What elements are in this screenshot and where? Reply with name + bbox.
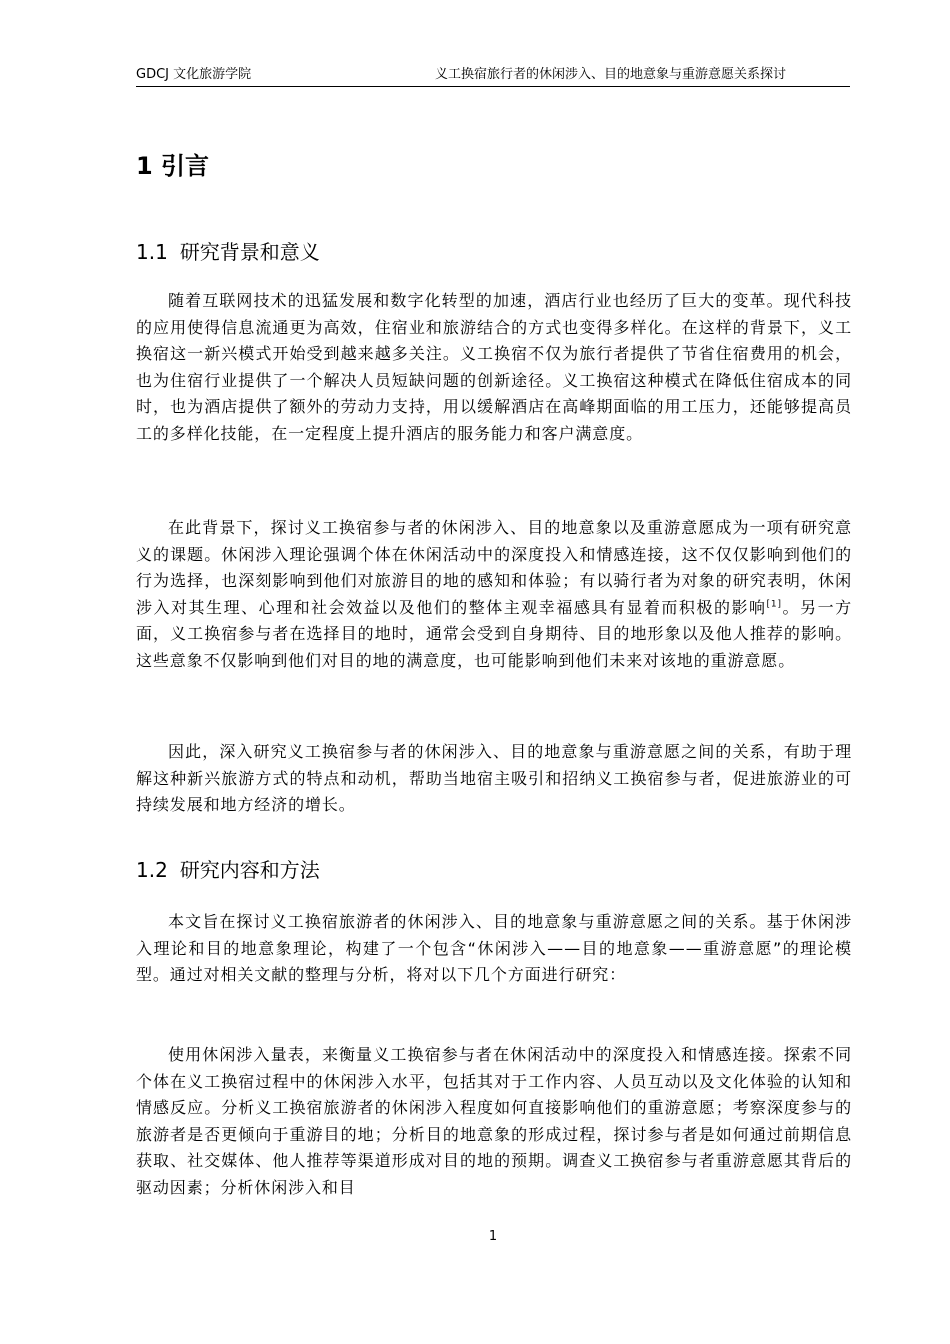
paragraph-text: 在此背景下，探讨义工换宿参与者的休闲涉入、目的地意象以及重游意愿成为一项有研究意义的课题。休闲涉入理论强调个体在休闲活动中的深度投入和情感连接，这不仅仅影响到他们的行为选择，也深刻影响到他们对旅游目的地的感知和体验；有以骑行者为对象的研究表明，休闲涉入对其生理、心理和社会效益以及他们的整体主观幸福感具有显着而积极的影响 bbox=[136, 518, 852, 617]
paragraph-research-aim: 本文旨在探讨义工换宿旅游者的休闲涉入、目的地意象与重游意愿之间的关系。基于休闲涉入理论和目的地意象理论，构建了一个包含“休闲涉入——目的地意象——重游意愿”的理论模型。通过对相关文献的整理与分析，将对以下几个方面进行研究： bbox=[136, 912, 852, 985]
chapter-title: 1 引言 bbox=[136, 152, 210, 180]
header-school-name: GDCJ 文化旅游学院 bbox=[136, 67, 252, 82]
paragraph-text: 。另一方面，义工换宿参与者在选择目的地时，通常会受到自身期待、目的地形象以及他人推荐的影响。这些意象不仅影响到他们对目的地的满意度，也可能影响到他们未来对该地的重游意愿。 bbox=[136, 597, 852, 670]
section-heading-1-1 bbox=[136, 238, 320, 266]
section-title: 研究内容和方法 bbox=[179, 858, 320, 882]
paragraph-research-method: 使用休闲涉入量表，来衡量义工换宿参与者在休闲活动中的深度投入和情感连接。探索不同个体在义工换宿过程中的休闲涉入水平，包括其对于工作内容、人员互动以及文化体验的认知和情感反应。分析义工换宿旅游者的休闲涉入程度如何直接影响他们的重游意愿；考察深度参与的旅游者是否更倾向于重游目的地；分析目的地意象的形成过程，探讨参与者是如何通过前期信息获取、社交媒体、他人推荐等渠道形成对目的地的预期。调查义工换宿参与者重游意愿其背后的驱动因素；分析休闲涉入和目 bbox=[136, 1045, 852, 1197]
section-heading-1-2 bbox=[136, 856, 320, 884]
section-title: 研究背景和意义 bbox=[179, 240, 320, 264]
header-thesis-title: 义工换宿旅行者的休闲涉入、目的地意象与重游意愿关系探讨 bbox=[434, 67, 786, 82]
running-header bbox=[136, 66, 850, 87]
paragraph-significance: 因此，深入研究义工换宿参与者的休闲涉入、目的地意象与重游意愿之间的关系，有助于理解这种新兴旅游方式的特点和动机，帮助当地宿主吸引和招纳义工换宿参与者，促进旅游业的可持续发展和地方经济的增长。 bbox=[136, 742, 852, 815]
paragraph-background: 随着互联网技术的迅猛发展和数字化转型的加速，酒店行业也经历了巨大的变革。现代科技的应用使得信息流通更为高效，住宿业和旅游结合的方式也变得多样化。在这样的背景下，义工换宿这一新兴模式开始受到越来越多关注。义工换宿不仅为旅行者提供了节省住宿费用的机会，也为住宿行业提供了一个解决人员短缺问题的创新途径。义工换宿这种模式在降低住宿成本的同时，也为酒店提供了额外的劳动力支持，用以缓解酒店在高峰期面临的用工压力，还能够提高员工的多样化技能，在一定程度上提升酒店的服务能力和客户满意度。 bbox=[136, 291, 852, 443]
section-number: 1.2 bbox=[136, 858, 168, 882]
citation-marker: [1] bbox=[766, 599, 782, 610]
page-number: 1 bbox=[488, 1229, 498, 1244]
paragraph-leisure-involvement bbox=[136, 515, 852, 675]
section-number: 1.1 bbox=[136, 240, 168, 264]
